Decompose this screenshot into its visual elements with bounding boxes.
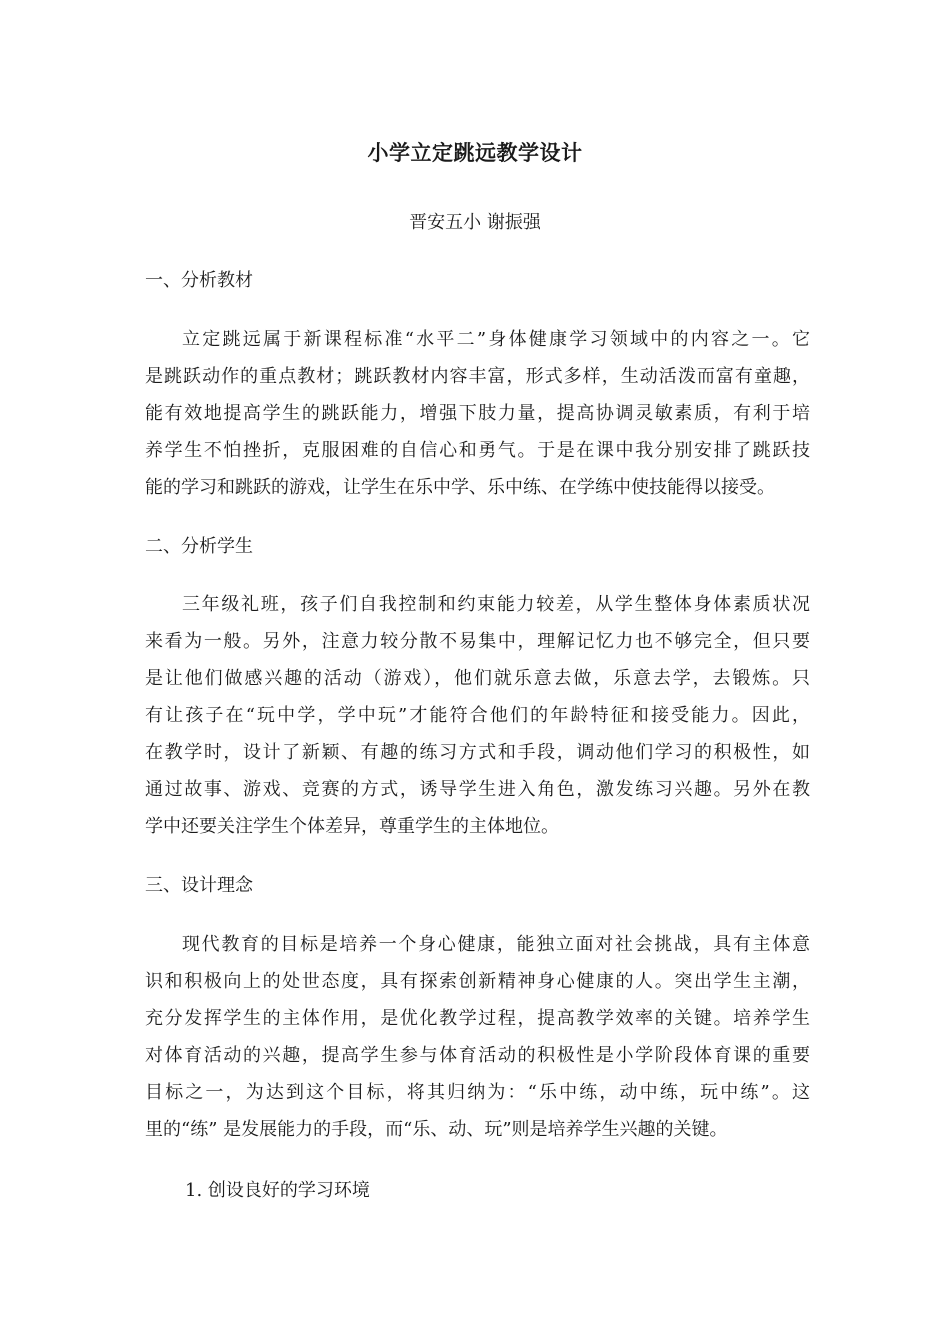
document-title: 小学立定跳远教学设计 xyxy=(367,140,583,165)
section-paragraph-analysis-materials xyxy=(145,321,810,506)
section-paragraph-design-concept xyxy=(145,926,810,1148)
document-author: 晋安五小 谢振强 xyxy=(409,212,541,233)
paragraph-line: 对体育活动的兴趣，提高学生参与体育活动的积极性是小学阶段体育课的重要 xyxy=(145,1045,810,1066)
paragraph-line: 学中还要关注学生个体差异，尊重学生的主体地位。 xyxy=(145,816,559,837)
paragraph-line: 里的“练” 是发展能力的手段，而“乐、动、玩”则是培养学生兴趣的关键。 xyxy=(145,1119,728,1140)
paragraph-line: 识和积极向上的处世态度，具有探索创新精神身心健康的人。突出学生主潮， xyxy=(145,971,810,992)
paragraph-line: 通过故事、游戏、竞赛的方式，诱导学生进入角色，激发练习兴趣。另外在教 xyxy=(145,779,810,800)
paragraph-line: 立定跳远属于新课程标准“水平二”身体健康学习领域中的内容之一。它 xyxy=(182,329,810,350)
paragraph-line: 三年级礼班，孩子们自我控制和约束能力较差，从学生整体身体素质状况 xyxy=(182,594,810,615)
paragraph-line: 是让他们做感兴趣的活动（游戏），他们就乐意去做，乐意去学，去锻炼。只 xyxy=(145,668,810,689)
section-heading-analysis-students: 二、分析学生 xyxy=(145,536,253,557)
paragraph-line: 有让孩子在“玩中学，学中玩”才能符合他们的年龄特征和接受能力。因此， xyxy=(145,705,810,726)
paragraph-line: 现代教育的目标是培养一个身心健康，能独立面对社会挑战，具有主体意 xyxy=(182,934,810,955)
paragraph-line: 是跳跃动作的重点教材；跳跃教材内容丰富，形式多样，生动活泼而富有童趣， xyxy=(145,366,810,387)
paragraph-line: 能的学习和跳跃的游戏，让学生在乐中学、乐中练、在学练中使技能得以接受。 xyxy=(145,477,775,498)
paragraph-line: 来看为一般。另外，注意力较分散不易集中，理解记忆力也不够完全，但只要 xyxy=(145,631,810,652)
section-heading-analysis-materials: 一、分析教材 xyxy=(145,270,253,291)
paragraph-line: 养学生不怕挫折，克服困难的自信心和勇气。于是在课中我分别安排了跳跃技 xyxy=(145,440,810,461)
paragraph-line: 充分发挥学生的主体作用，是优化教学过程，提高教学效率的关键。培养学生 xyxy=(145,1008,810,1029)
paragraph-line: 在教学时，设计了新颖、有趣的练习方式和手段，调动他们学习的积极性，如 xyxy=(145,742,810,763)
paragraph-line: 能有效地提高学生的跳跃能力，增强下肢力量，提高协调灵敏素质，有利于培 xyxy=(145,403,810,424)
paragraph-line: 目标之一，为达到这个目标，将其归纳为：“乐中练，动中练，玩中练”。这 xyxy=(145,1082,810,1103)
section-paragraph-analysis-students xyxy=(145,586,810,845)
section-heading-design-concept: 三、设计理念 xyxy=(145,875,253,896)
subsection-heading-learning-environment: 1. 创设良好的学习环境 xyxy=(185,1180,370,1201)
